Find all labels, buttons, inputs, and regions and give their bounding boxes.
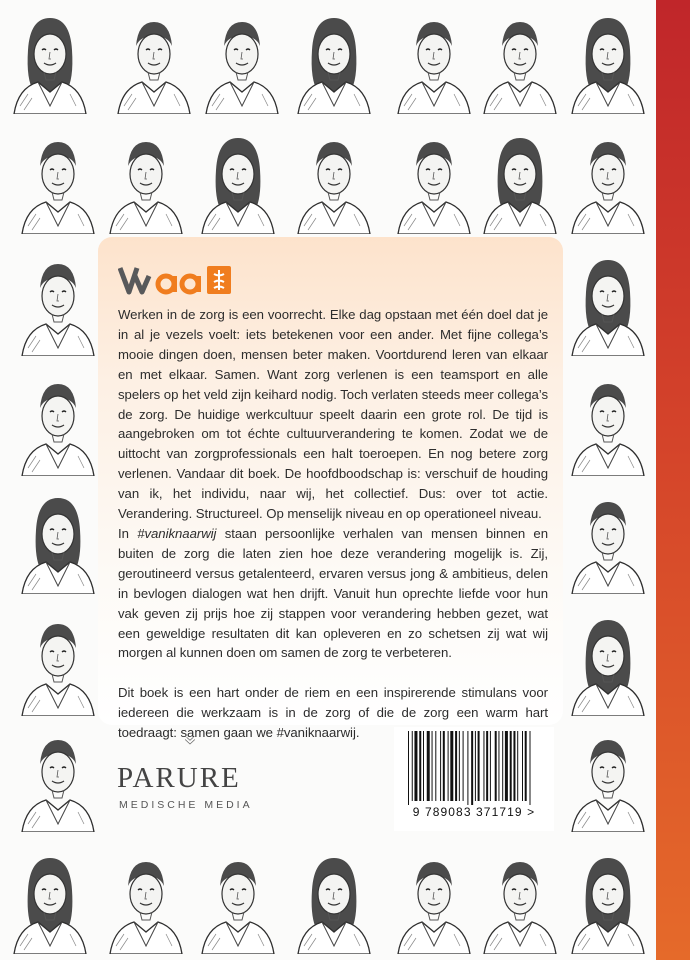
barcode-bar <box>467 731 468 805</box>
barcode-bar <box>498 731 499 801</box>
barcode-bar <box>412 731 413 801</box>
publisher-subtitle: MEDISCHE MEDIA <box>119 799 253 811</box>
barcode-bar <box>419 731 421 801</box>
portrait-drawing <box>566 10 650 114</box>
portrait-sketch <box>392 130 476 234</box>
portrait-drawing <box>292 130 376 234</box>
portrait-drawing <box>112 10 196 114</box>
portrait-drawing <box>392 850 476 954</box>
logo-letters <box>120 266 231 294</box>
portrait-sketch <box>112 10 196 114</box>
portrait-drawing <box>478 130 562 234</box>
portrait-sketch <box>566 728 650 832</box>
portrait-sketch <box>566 372 650 476</box>
portrait-sketch <box>8 850 92 954</box>
portrait-drawing <box>566 372 650 476</box>
barcode-bar <box>525 731 527 801</box>
barcode-bar <box>505 731 508 801</box>
portrait-sketch <box>478 850 562 954</box>
barcode-bar <box>486 731 488 801</box>
barcode-bar <box>443 731 445 801</box>
hashtag: #vaniknaarwij <box>137 525 217 541</box>
portrait-drawing <box>478 10 562 114</box>
portrait-drawing <box>16 612 100 716</box>
portrait-sketch <box>16 130 100 234</box>
portrait-drawing <box>8 10 92 114</box>
barcode-bar <box>530 731 531 805</box>
barcode-bar <box>483 731 484 801</box>
portrait-sketch <box>16 490 100 594</box>
portrait-sketch <box>566 850 650 954</box>
portrait-sketch <box>292 130 376 234</box>
barcode-bar <box>517 731 518 801</box>
blurb-paragraph-2-rest: staan persoonlijke verhalen van mensen binnen en buiten de zorg die laten zien hoe deze verandering mogelijk is. Zij, geroutineerd versus getalenteerd, ervaren versus jong & ambitieus, delen in bevlogen dialogen wat hen drijft. Vanuit hun oprechte liefde voor hun vak geven zij prijs hoe zij stappen voor verandering hebben gezet, wat een geweldige resultaten dit kan opleveren en zo schetsen zij wat wij morgen al kunnen doen om samen de zorg te verbeteren. <box>118 525 548 661</box>
barcode-bar <box>478 731 480 801</box>
parure-emblem-icon <box>115 735 265 765</box>
barcode-bar <box>440 731 441 801</box>
portrait-drawing <box>292 10 376 114</box>
barcode-bar <box>423 731 424 801</box>
portrait-sketch <box>196 130 280 234</box>
portrait-sketch <box>392 850 476 954</box>
barcode-bar <box>510 731 512 801</box>
barcode-bar <box>414 731 417 801</box>
portrait-drawing <box>292 850 376 954</box>
barcode-bar <box>475 731 476 801</box>
blurb-paragraph-2 <box>118 524 548 663</box>
portrait-drawing <box>566 850 650 954</box>
portrait-drawing <box>566 612 650 716</box>
portrait-sketch <box>566 10 650 114</box>
portrait-sketch <box>16 252 100 356</box>
portrait-sketch <box>104 850 188 954</box>
barcode-bar <box>408 731 409 805</box>
portrait-sketch <box>566 612 650 716</box>
portrait-drawing <box>392 10 476 114</box>
portrait-drawing <box>566 252 650 356</box>
barcode-bar <box>463 731 464 801</box>
barcode-bar <box>459 731 460 801</box>
spine-gradient <box>656 0 690 960</box>
portrait-drawing <box>16 728 100 832</box>
portrait-drawing <box>16 372 100 476</box>
blurb-paragraph-1: Werken in de zorg is een voorrecht. Elke dag opstaan met één doel dat je in al je vezels voelt: iets betekenen voor een ander. Met fijne collega’s mooie dingen doen, mensen beter maken. Voortdurend leren van elkaar en met elkaar. Samen. Want zorg verlenen is een teamsport en alle spelers op het veld zijn keihard nodig. Toch verlaten steeds meer collega’s de zorg. De huidige werkcultuur speelt daarin een grote rol. De tijd is aangebroken om tot échte cultuurverandering te komen. Zodat we de uittocht van zorgprofessionals een halt toeroepen. En nog betere zorg verlenen. Vandaar dit boek. De hoofdboodschap is: verschuif de houding van ik, het individu, naar wij, het collectief. Dus: over tot actie. Verandering. Structureel. Op menselijk niveau en op operationeel niveau. <box>118 307 548 522</box>
portrait-sketch <box>200 10 284 114</box>
portrait-sketch <box>16 372 100 476</box>
portrait-drawing <box>196 130 280 234</box>
portrait-drawing <box>8 850 92 954</box>
portrait-drawing <box>196 850 280 954</box>
portrait-sketch <box>196 850 280 954</box>
portrait-drawing <box>16 130 100 234</box>
portrait-drawing <box>566 490 650 594</box>
barcode-bar <box>502 731 503 801</box>
portrait-drawing <box>478 850 562 954</box>
barcode-bars <box>394 727 554 805</box>
portrait-sketch <box>16 728 100 832</box>
portrait-sketch <box>478 10 562 114</box>
blurb-paragraph-2-prefix: In <box>118 525 138 541</box>
portrait-sketch <box>566 130 650 234</box>
blurb <box>118 305 548 743</box>
portrait-sketch <box>566 490 650 594</box>
portrait-drawing <box>104 850 188 954</box>
barcode-bar <box>490 731 491 801</box>
portrait-sketch <box>392 10 476 114</box>
portrait-drawing <box>566 728 650 832</box>
portrait-sketch <box>104 130 188 234</box>
barcode-bar <box>448 731 449 801</box>
barcode-bar <box>513 731 515 801</box>
barcode-bar <box>432 731 433 801</box>
blurb-paragraph-3: Dit boek is een hart onder de riem en een inspirerende stimulans voor iedereen die werkzaam is in de zorg of die de zorg een warm hart toedraagt: samen gaan we #vaniknaarwij. <box>118 685 548 741</box>
portrait-drawing <box>566 130 650 234</box>
portrait-sketch <box>8 10 92 114</box>
portrait-sketch <box>566 252 650 356</box>
portrait-drawing <box>16 252 100 356</box>
portrait-drawing <box>104 130 188 234</box>
portrait-sketch <box>292 10 376 114</box>
barcode-bar <box>427 731 430 801</box>
barcode-bar <box>522 731 523 801</box>
portrait-drawing <box>16 490 100 594</box>
barcode-bar <box>450 731 453 801</box>
barcode-bar <box>435 731 436 801</box>
portrait-sketch <box>292 850 376 954</box>
barcode-bar <box>471 731 473 805</box>
portrait-drawing <box>200 10 284 114</box>
barcode-bar <box>495 731 497 801</box>
barcode-bar <box>455 731 457 801</box>
portrait-drawing <box>392 130 476 234</box>
publisher-name: PARURE <box>117 762 241 794</box>
portrait-sketch <box>478 130 562 234</box>
vvaa-logo <box>118 262 258 298</box>
isbn-number: 9 789083 371719 > <box>412 805 536 819</box>
portrait-sketch <box>16 612 100 716</box>
